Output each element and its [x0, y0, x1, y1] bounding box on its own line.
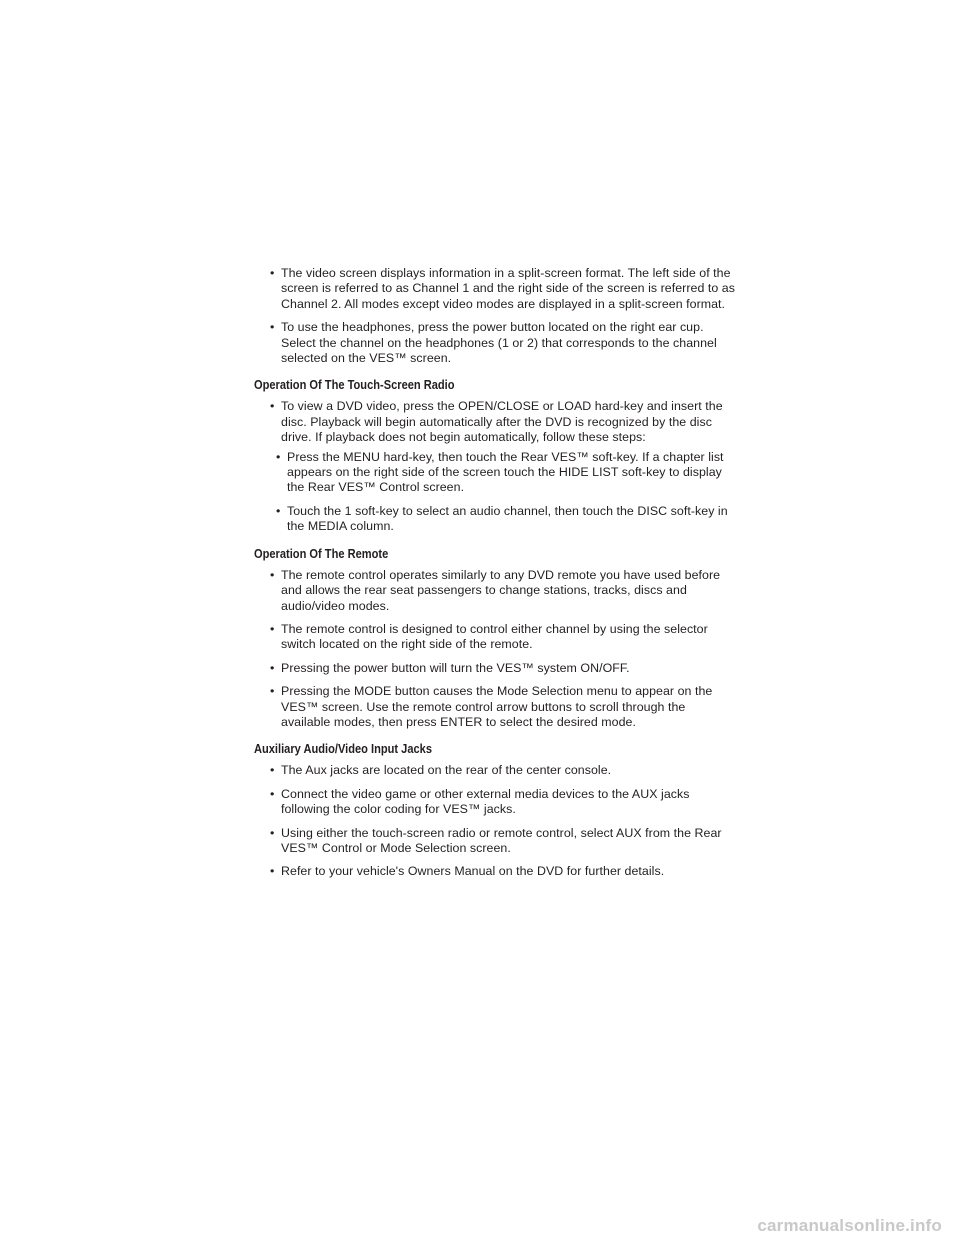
- bullet-text: Pressing the power button will turn the VES™ system ON/OFF.: [281, 660, 630, 675]
- bullet-dot: •: [270, 684, 275, 699]
- section-heading-aux-jacks: Auxiliary Audio/Video Input Jacks: [254, 742, 432, 757]
- bullet-text: The remote control operates similarly to any DVD remote you have used before and allows the rear seat passengers to change stations, tracks, discs and audio/video modes.: [281, 567, 721, 613]
- bullet-text: Touch the 1 soft-key to select an audio channel, then touch the DISC soft-key in the MEDIA column.: [287, 503, 728, 534]
- bullet-text: Refer to your vehicle's Owners Manual on the DVD for further details.: [281, 864, 665, 879]
- aux-bullet-3: [270, 825, 737, 857]
- section-heading-remote: Operation Of The Remote: [254, 546, 389, 561]
- bullet-text: Press the MENU hard-key, then touch the Rear VES™ soft-key. If a chapter list appears on the right side of the screen touch the HIDE LIST soft-key to display the Rear VES™ Control screen.: [287, 449, 724, 495]
- bullet-dot: •: [270, 825, 275, 840]
- touch-screen-sub-bullet-2: [276, 503, 737, 535]
- bullet-dot: •: [270, 864, 275, 879]
- manual-page-body: [0, 266, 960, 888]
- remote-bullet-2: [270, 621, 737, 653]
- watermark-brand: carmanualsonline.info: [757, 1216, 942, 1235]
- bullet-text: Pressing the MODE button causes the Mode Selection menu to appear on the VES™ screen. Use the remote control arrow buttons to scroll through the available modes, then press ENTER to select the desired mode.: [281, 684, 713, 729]
- remote-bullet-3: [270, 660, 737, 676]
- bullet-text: To view a DVD video, press the OPEN/CLOSE or LOAD hard-key and insert the disc. Playback will begin automatically after the DVD is recognized by the disc drive. If playback does not begin automatically, follow these steps:: [281, 399, 723, 445]
- bullet-dot: •: [270, 660, 275, 675]
- bullet-dot: •: [276, 503, 281, 518]
- aux-bullet-4: [270, 864, 737, 879]
- aux-bullet-2: [270, 786, 737, 818]
- bullet-dot: •: [270, 786, 275, 801]
- intro-bullet-1: [270, 266, 737, 312]
- bullet-dot: •: [270, 266, 275, 280]
- intro-bullet-2: [270, 320, 737, 366]
- section-heading-touch-screen-radio: Operation Of The Touch-Screen Radio: [254, 378, 455, 393]
- touch-screen-bullet-1: [270, 399, 737, 445]
- bullet-dot: •: [270, 621, 275, 636]
- bullet-text: The video screen displays information in a split-screen format. The left side of the screen is referred to as Channel 1 and the right side of the screen is referred to as Channel 2. All modes except video modes are displayed in a split-screen format.: [281, 266, 735, 311]
- bullet-text: Using either the touch-screen radio or remote control, select AUX from the Rear VES™ Control or Mode Selection screen.: [281, 825, 722, 855]
- bullet-dot: •: [270, 763, 275, 778]
- bullet-dot: •: [270, 399, 275, 414]
- aux-bullet-1: [270, 763, 737, 778]
- bullet-text: To use the headphones, press the power button located on the right ear cup. Select the channel on the headphones (1 or 2) that corresponds to the channel selected on the VES™ screen.: [281, 320, 717, 366]
- bullet-text: The Aux jacks are located on the rear of the center console.: [281, 763, 612, 778]
- bullet-dot: •: [276, 449, 281, 464]
- bullet-text: Connect the video game or other external media devices to the AUX jacks following the color coding for VES™ jacks.: [281, 786, 690, 817]
- bullet-text: The remote control is designed to control either channel by using the selector switch located on the right side of the remote.: [281, 621, 708, 652]
- bullet-dot: •: [270, 567, 275, 582]
- bullet-dot: •: [270, 320, 275, 335]
- remote-bullet-4: [270, 684, 737, 730]
- remote-bullet-1: [270, 567, 737, 614]
- touch-screen-sub-bullet-1: [276, 449, 737, 496]
